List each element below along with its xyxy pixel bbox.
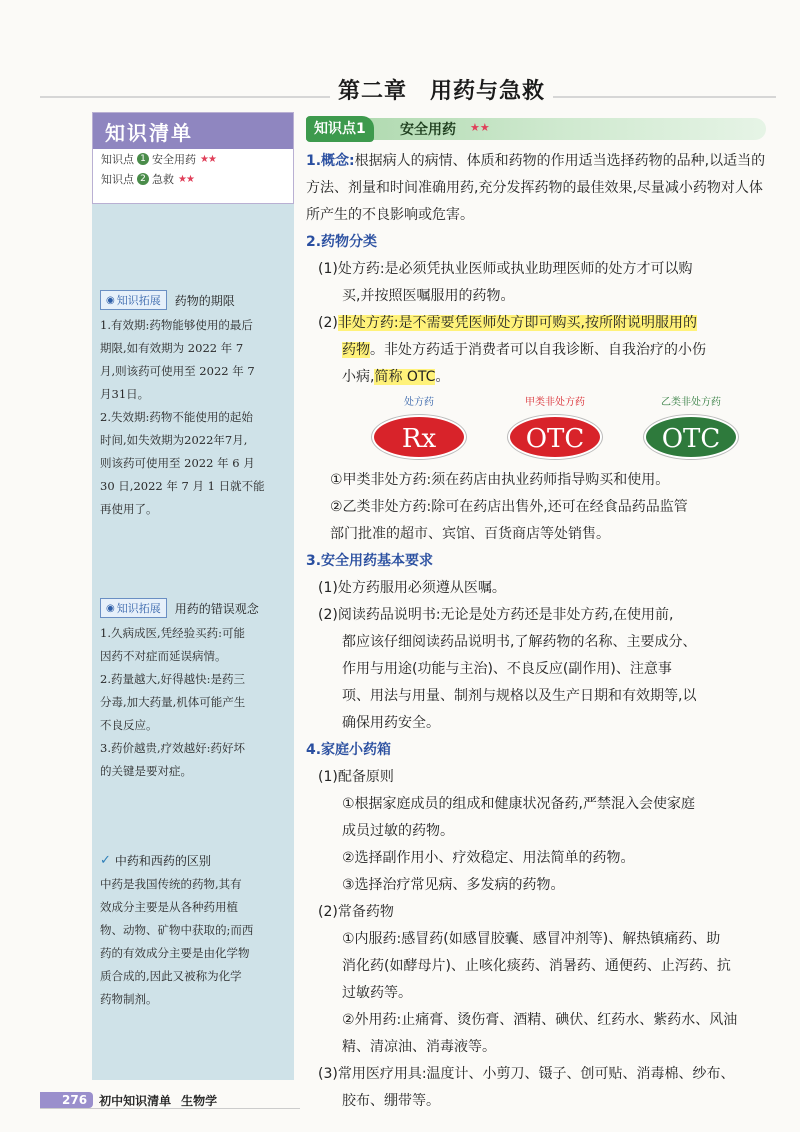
text-line: 的关键是要对症。 (100, 764, 192, 778)
text-line: 胶布、绷带等。 (342, 1093, 440, 1109)
text-line: 成员过敏的药物。 (342, 823, 454, 839)
extension-title: 药物的期限 (174, 293, 235, 308)
text-line: 部门批准的超市、宾馆、百货商店等处销售。 (330, 526, 610, 542)
text-line: (1)处方药:是必须凭执业医师或执业助理医师的处方才可以购 (318, 261, 693, 277)
rx-ellipse: Rx (372, 415, 466, 459)
text-line: ②外用药:止痛膏、烫伤膏、酒精、碘伏、红药水、紫药水、风油 (342, 1012, 738, 1028)
text-line: ①内服药:感冒药(如感冒胶囊、感冒冲剂等)、解热镇痛药、助 (342, 931, 721, 947)
section-heading: 4.家庭小药箱 (306, 742, 392, 758)
text-line: ③选择治疗常见病、多发病的药物。 (342, 877, 565, 893)
text-line: 2.药量越大,好得越快:是药三 (100, 672, 246, 686)
number-badge: 2 (137, 173, 149, 185)
extension-tag: ◉ 知识拓展 (100, 290, 167, 310)
text-line: 效成分主要是从各种药用植 (100, 900, 238, 914)
extension-drug-expiry (100, 290, 288, 521)
compare-box (100, 852, 288, 1011)
extension-body (100, 622, 288, 783)
lightbulb-icon: ◉ (106, 602, 115, 614)
text-line: 因药不对症而延误病情。 (100, 649, 227, 663)
number-badge: 1 (137, 153, 149, 165)
text-line: 1.久病成医,凭经验买药:可能 (100, 626, 246, 640)
extension-title: 用药的错误观念 (174, 601, 259, 616)
otc-b-logo (644, 395, 738, 459)
text-line: 药物制剂。 (100, 992, 158, 1006)
concept-text: 根据病人的病情、体质和药物的作用适当选择药物的品种,以适当的方法、剂量和时间准确用药,充分发挥药物的最佳效果,尽量减小药物对人体所产生的不良影响或危害。 (306, 153, 766, 223)
knowledge-point-tag: 知识点1 (306, 116, 374, 142)
text-line: 30 日,2022 年 7 月 1 日就不能 (100, 479, 265, 493)
text-line: ②选择副作用小、疗效稳定、用法简单的药物。 (342, 850, 635, 866)
item-label: 安全用药 (152, 153, 196, 166)
text-line: 质合成的,因此又被称为化学 (100, 969, 242, 983)
knowledge-list-item[interactable] (93, 149, 293, 169)
otc-definition-cont: 药物。非处方药适于消费者可以自我诊断、自我治疗的小伤 (342, 342, 706, 358)
subject-label: 生物学 (181, 1093, 218, 1108)
otc-b-ellipse: OTC (644, 415, 738, 459)
item-prefix: 知识点 (101, 173, 134, 186)
knowledge-point-title: 安全用药 (400, 122, 456, 138)
extension-misconceptions (100, 598, 288, 783)
main-content (306, 148, 774, 1115)
text-line: (1)配备原则 (318, 769, 394, 785)
star-icon: ★★ (200, 153, 216, 165)
highlight: 非处方药:是不需要凭医师处方即可购买,按所附说明服用的 (337, 315, 698, 331)
logo-caption: 处方药 (404, 397, 434, 408)
footer (40, 1090, 300, 1110)
item-prefix: 知识点 (101, 153, 134, 166)
text-line: (2)阅读药品说明书:无论是处方药还是非处方药,在使用前, (318, 607, 674, 623)
star-icon: ★★ (470, 121, 490, 134)
knowledge-point-banner (306, 118, 766, 140)
text-line: 药的有效成分主要是由化学物 (100, 946, 250, 960)
item-label: 急救 (152, 173, 174, 186)
text-line: 物、动物、矿物中获取的;而西 (100, 923, 254, 937)
section-heading: 2.药物分类 (306, 234, 378, 250)
logo-caption: 乙类非处方药 (661, 397, 721, 408)
page-number: 276 (40, 1092, 93, 1108)
text-line: 2.失效期:药物不能使用的起始 (100, 410, 253, 424)
text-line: 期限,如有效期为 2022 年 7 (100, 341, 244, 355)
text-line: (1)处方药服用必须遵从医嘱。 (318, 580, 506, 596)
extension-header (100, 598, 288, 618)
text-line: 3.药价越贵,疗效越好:药好坏 (100, 741, 246, 755)
compare-title: 中药和西药的区别 (114, 854, 211, 868)
concept-section (306, 148, 774, 229)
footer-rule (40, 1108, 300, 1109)
check-circle-icon: ✓ (100, 853, 111, 868)
text-line: 确保用药安全。 (342, 715, 440, 731)
section-heading: 1.概念: (306, 153, 355, 169)
text-line: 项、用法与用量、制剂与规格以及生产日期和有效期等,以 (342, 688, 697, 704)
logo-caption: 甲类非处方药 (525, 397, 585, 408)
highlight: 简称 OTC (374, 369, 436, 385)
text-line: ②乙类非处方药:除可在药店出售外,还可在经食品药品监管 (330, 499, 688, 515)
text-line: 则该药可使用至 2022 年 6 月 (100, 456, 255, 470)
knowledge-list-item[interactable] (93, 169, 293, 189)
compare-header (100, 852, 288, 869)
highlight: 药物 (342, 342, 370, 358)
text-line: 1.有效期:药物能够使用的最后 (100, 318, 253, 332)
book-title: 初中知识清单 (99, 1093, 172, 1108)
text-line: 月,则该药可使用至 2022 年 7 (100, 364, 255, 378)
text-line: 月31日。 (100, 387, 150, 401)
text-line: 作用与用途(功能与主治)、不良反应(副作用)、注意事 (342, 661, 672, 677)
chapter-title: 第二章 用药与急救 (330, 74, 553, 105)
text-line: 再使用了。 (100, 502, 158, 516)
text-line: 时间,如失效期为2022年7月, (100, 433, 248, 447)
text-line: 精、清凉油、消毒液等。 (342, 1039, 496, 1055)
drug-logos (306, 391, 774, 467)
text-line: (3)常用医疗用具:温度计、小剪刀、镊子、创可贴、消毒棉、纱布、 (318, 1066, 735, 1082)
otc-a-ellipse: OTC (508, 415, 602, 459)
otc-definition: (2)非处方药:是不需要凭医师处方即可购买,按所附说明服用的 (318, 315, 698, 331)
knowledge-list-title: 知识清单 (93, 113, 293, 149)
lightbulb-icon: ◉ (106, 294, 115, 306)
text-line: ①根据家庭成员的组成和健康状况备药,严禁混入会使家庭 (342, 796, 695, 812)
text-line: 分毒,加大药量,机体可能产生 (100, 695, 246, 709)
text-line: 买,并按照医嘱服用的药物。 (342, 288, 515, 304)
text-line: 中药是我国传统的药物,其有 (100, 877, 242, 891)
otc-abbrev: 小病,简称 OTC。 (342, 369, 450, 385)
text-line: 都应该仔细阅读药品说明书,了解药物的名称、主要成分、 (342, 634, 697, 650)
otc-a-logo (508, 395, 602, 459)
star-icon: ★★ (178, 173, 194, 185)
extension-tag: ◉ 知识拓展 (100, 598, 167, 618)
section-heading: 3.安全用药基本要求 (306, 553, 434, 569)
text-line: ①甲类非处方药:须在药店由执业药师指导购买和使用。 (330, 472, 670, 488)
compare-body (100, 873, 288, 1011)
extension-body (100, 314, 288, 521)
extension-header (100, 290, 288, 310)
rx-logo (372, 395, 466, 459)
text-line: 消化药(如酵母片)、止咳化痰药、消暑药、通便药、止泻药、抗 (342, 958, 731, 974)
text-line: 不良反应。 (100, 718, 158, 732)
knowledge-list-box (92, 112, 294, 204)
text-line: 过敏药等。 (342, 985, 412, 1001)
text-line: (2)常备药物 (318, 904, 394, 920)
